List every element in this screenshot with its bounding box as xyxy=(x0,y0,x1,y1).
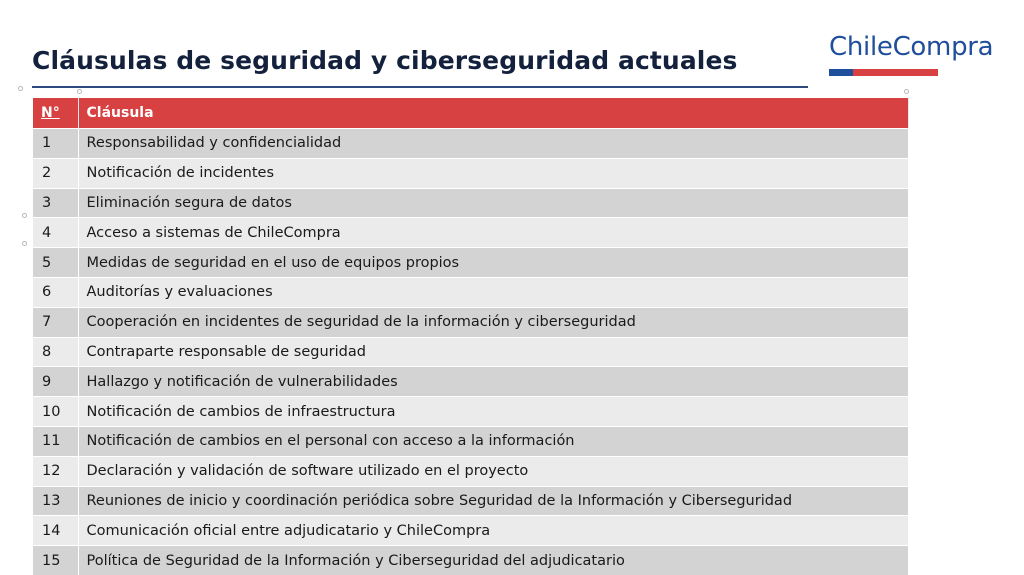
table-row xyxy=(33,277,908,307)
clause-number: 11 xyxy=(33,426,78,456)
clause-number: 3 xyxy=(33,188,78,218)
clause-name: Notificación de cambios en el personal con acceso a la información xyxy=(78,426,908,456)
clause-name: Acceso a sistemas de ChileCompra xyxy=(78,218,908,248)
clause-number: 5 xyxy=(33,248,78,278)
selection-handle[interactable] xyxy=(904,89,909,94)
table-row xyxy=(33,367,908,397)
clause-number: 12 xyxy=(33,456,78,486)
selection-handle[interactable] xyxy=(77,89,82,94)
table-row xyxy=(33,248,908,278)
logo-bar-blue xyxy=(829,69,853,76)
clause-name: Hallazgo y notificación de vulnerabilidades xyxy=(78,367,908,397)
clause-number: 8 xyxy=(33,337,78,367)
slide-title: Cláusulas de seguridad y ciberseguridad actuales xyxy=(32,46,738,75)
table-row xyxy=(33,337,908,367)
selection-handle[interactable] xyxy=(22,241,27,246)
table-row xyxy=(33,307,908,337)
table-row xyxy=(33,486,908,516)
table-row xyxy=(33,218,908,248)
clauses-table-body xyxy=(33,129,908,575)
logo-color-bar xyxy=(829,69,938,76)
clause-number: 7 xyxy=(33,307,78,337)
table-row xyxy=(33,546,908,575)
table-row xyxy=(33,456,908,486)
table-header-row xyxy=(33,98,908,129)
clause-name: Eliminación segura de datos xyxy=(78,188,908,218)
logo-text: ChileCompra xyxy=(829,32,994,62)
clause-name: Responsabilidad y confidencialidad xyxy=(78,129,908,159)
table-row xyxy=(33,426,908,456)
title-underline xyxy=(32,86,808,88)
clause-name: Auditorías y evaluaciones xyxy=(78,277,908,307)
clause-name: Reuniones de inicio y coordinación periódica sobre Seguridad de la Información y Ciberseguridad xyxy=(78,486,908,516)
table-row xyxy=(33,516,908,546)
clause-number: 6 xyxy=(33,277,78,307)
clause-number: 13 xyxy=(33,486,78,516)
clause-number: 4 xyxy=(33,218,78,248)
clause-number: 15 xyxy=(33,546,78,575)
clauses-table-container xyxy=(33,98,908,575)
clause-name: Notificación de incidentes xyxy=(78,158,908,188)
header-number: N° xyxy=(33,98,78,129)
clause-number: 2 xyxy=(33,158,78,188)
clause-name: Política de Seguridad de la Información y Ciberseguridad del adjudicatario xyxy=(78,546,908,575)
selection-handle[interactable] xyxy=(18,86,23,91)
chilecompra-logo xyxy=(829,31,999,76)
table-row xyxy=(33,397,908,427)
clause-name: Contraparte responsable de seguridad xyxy=(78,337,908,367)
clause-number: 9 xyxy=(33,367,78,397)
clause-number: 14 xyxy=(33,516,78,546)
clause-name: Declaración y validación de software utilizado en el proyecto xyxy=(78,456,908,486)
selection-handle[interactable] xyxy=(22,213,27,218)
clause-name: Medidas de seguridad en el uso de equipos propios xyxy=(78,248,908,278)
table-row xyxy=(33,129,908,159)
clause-number: 1 xyxy=(33,129,78,159)
table-row xyxy=(33,188,908,218)
clauses-table xyxy=(33,98,909,575)
clause-number: 10 xyxy=(33,397,78,427)
table-row xyxy=(33,158,908,188)
clause-name: Notificación de cambios de infraestructura xyxy=(78,397,908,427)
clause-name: Comunicación oficial entre adjudicatario y ChileCompra xyxy=(78,516,908,546)
clause-name: Cooperación en incidentes de seguridad de la información y ciberseguridad xyxy=(78,307,908,337)
header-clause: Cláusula xyxy=(78,98,908,129)
logo-bar-red xyxy=(853,69,938,76)
